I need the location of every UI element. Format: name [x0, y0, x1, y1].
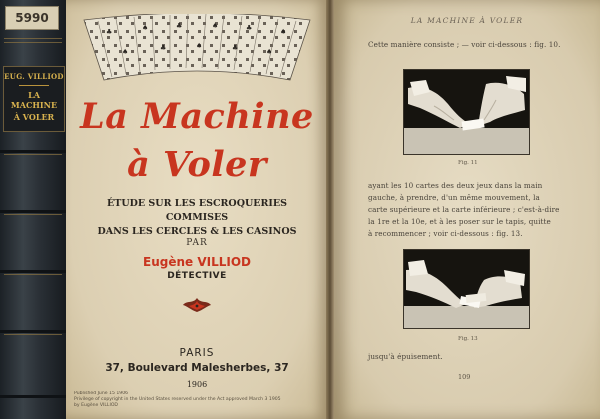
figure-caption-1: Fig. 11: [458, 160, 478, 166]
spine-band: [0, 270, 66, 273]
book-title-line-1: La Machine: [80, 96, 314, 137]
book-spine: [0, 0, 66, 419]
spine-gold-rule: [4, 154, 62, 155]
book-subtitle: [76, 197, 318, 239]
svg-text:♣: ♣: [246, 24, 253, 32]
content-page: [334, 0, 600, 419]
hands-dealing-cards-photo: [404, 70, 529, 154]
author-role: DÉTECTIVE: [167, 271, 227, 281]
copyright-line-2: Privilege of copyright in the United States reserved under the Act approved March 3 1905: [74, 397, 281, 402]
body-line-4: la 1re et la 10e, et à les poser sur le tapis, quitte: [368, 217, 551, 226]
spine-title-line-1: LA MACHINE: [10, 90, 58, 110]
subtitle-line-1: ÉTUDE SUR LES ESCROQUERIES COMMISES: [107, 198, 287, 223]
spine-gold-rule: [4, 334, 62, 335]
spine-shelf-label: 5990: [5, 6, 59, 30]
svg-text:♣: ♣: [106, 28, 113, 36]
svg-text:♠: ♠: [196, 42, 203, 50]
hands-holding-cards-photo: [404, 250, 529, 328]
spine-gold-rule: [4, 38, 62, 39]
svg-text:♠: ♠: [212, 22, 219, 30]
publisher-address: 37, Boulevard Malesherbes, 37: [105, 362, 289, 374]
subtitle-line-2: DANS LES CERCLES & LES CASINOS: [97, 226, 297, 237]
photo-figure-11: [404, 70, 529, 154]
body-line-2: gauche, à prendre, d'un même mouvement, la: [368, 193, 540, 202]
spine-divider: [19, 85, 49, 86]
author-name: Eugène VILLIOD: [143, 255, 251, 269]
running-head: LA MACHINE À VOLER: [410, 16, 524, 25]
copyright-notice: [74, 391, 320, 409]
spine-title-line-2: À VOLER: [13, 112, 55, 122]
svg-text:♣: ♣: [176, 22, 183, 30]
spine-gold-rule: [4, 42, 62, 43]
svg-text:♣: ♣: [232, 44, 239, 52]
page-number: 109: [458, 373, 471, 381]
body-line-3: carte supérieure et la carte inférieure ; c'est-à-dire: [368, 205, 560, 214]
book-gutter: [326, 0, 334, 419]
book-title-line-2: à Voler: [127, 144, 267, 185]
spine-title-plate: [3, 66, 65, 132]
copyright-line-1: Published June 15 1906: [74, 391, 129, 396]
byline-par: PAR: [186, 238, 208, 248]
printer-ornament-icon: [179, 296, 215, 314]
text-line-top: Cette manière consiste ; — voir ci-dessous : fig. 10.: [368, 40, 561, 49]
svg-text:♠: ♠: [266, 48, 273, 56]
spine-band: [0, 395, 66, 398]
body-line-1: ayant les 10 cartes des deux jeux dans la main: [368, 181, 543, 190]
card-fan-illustration: [76, 14, 318, 86]
spine-band: [0, 330, 66, 333]
text-line-bottom: jusqu'à épuisement.: [368, 352, 443, 361]
spine-author: EUG. VILLIOD: [4, 72, 64, 81]
spine-gold-rule: [4, 214, 62, 215]
photo-figure-13: [404, 250, 529, 328]
spine-band: [0, 150, 66, 153]
title-page: [66, 0, 328, 419]
svg-text:♠: ♠: [122, 48, 129, 56]
svg-text:♠: ♠: [142, 24, 149, 32]
spine-band: [0, 210, 66, 213]
spine-gold-rule: [4, 274, 62, 275]
figure-caption-2: Fig. 13: [458, 336, 478, 342]
publisher-city: PARIS: [179, 347, 215, 359]
body-line-5: à recommencer ; voir ci-dessous : fig. 13.: [368, 229, 523, 238]
svg-text:♠: ♠: [280, 28, 287, 36]
publication-year: 1906: [186, 380, 208, 389]
svg-text:♣: ♣: [160, 44, 167, 52]
copyright-line-3: by Eugène VILLIOD: [74, 403, 118, 408]
